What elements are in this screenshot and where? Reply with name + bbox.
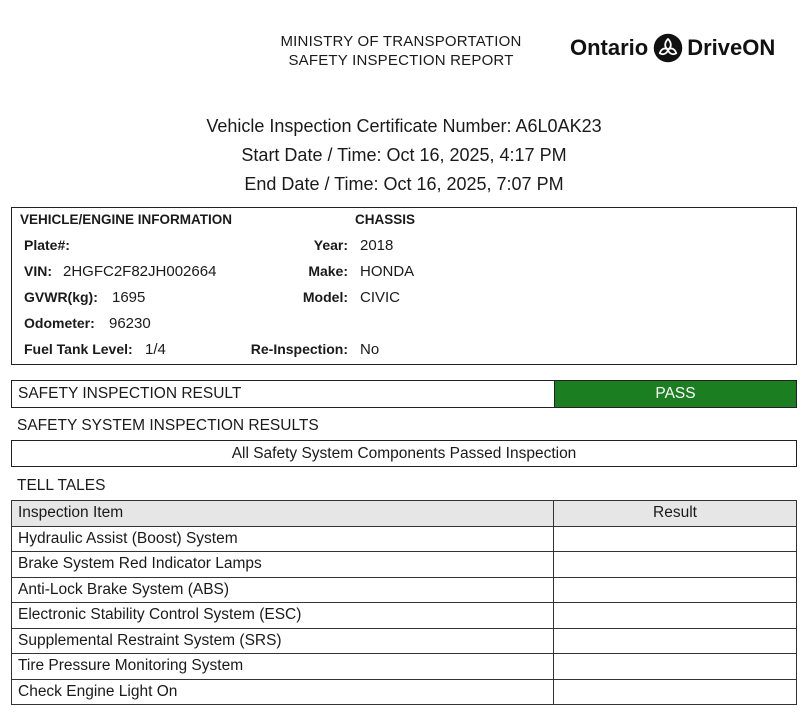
model-value: CIVIC [360, 289, 401, 306]
row-item: Check Engine Light On [12, 679, 554, 705]
table-row [12, 603, 797, 629]
report-header [230, 32, 572, 70]
gvwr-value: 1695 [112, 289, 146, 306]
tell-tales-title: TELL TALES [17, 477, 106, 494]
chassis-section-title: CHASSIS [355, 212, 416, 227]
vehicle-info-box [11, 207, 797, 365]
year-value: 2018 [360, 237, 394, 254]
end-datetime: End Date / Time: Oct 16, 2025, 7:07 PM [244, 174, 564, 194]
make-value: HONDA [360, 263, 415, 280]
row-result [554, 577, 797, 603]
odometer-value: 96230 [109, 315, 151, 332]
row-result [554, 526, 797, 552]
plate-label: Plate#: [24, 237, 70, 253]
table-row [12, 526, 797, 552]
vehicle-section-title: VEHICLE/ENGINE INFORMATION [20, 212, 233, 227]
row-item: Tire Pressure Monitoring System [12, 654, 554, 680]
fuel-level-value: 1/4 [145, 341, 166, 358]
logo-driveon-text: DriveON [687, 35, 776, 60]
certificate-info [0, 112, 808, 199]
table-row [12, 654, 797, 680]
row-result [554, 552, 797, 578]
column-header-item: Inspection Item [12, 501, 554, 527]
ministry-name: MINISTRY OF TRANSPORTATION [280, 33, 522, 50]
odometer-label: Odometer: [24, 315, 95, 331]
vin-value: 2HGFC2F82JH002664 [63, 263, 217, 280]
row-item: Hydraulic Assist (Boost) System [12, 526, 554, 552]
ontario-driveon-logo [570, 31, 775, 65]
table-row [12, 552, 797, 578]
row-item: Anti-Lock Brake System (ABS) [12, 577, 554, 603]
safety-system-summary: All Safety System Components Passed Inspection [11, 440, 797, 467]
table-header-row [12, 501, 797, 527]
table-row [12, 679, 797, 705]
row-result [554, 654, 797, 680]
make-label: Make: [308, 263, 348, 279]
logo-ontario-text: Ontario [570, 35, 649, 60]
year-label: Year: [313, 237, 348, 253]
safety-result-badge: PASS [554, 381, 796, 407]
table-row [12, 628, 797, 654]
row-result [554, 603, 797, 629]
row-item: Electronic Stability Control System (ESC) [12, 603, 554, 629]
certificate-number: Vehicle Inspection Certificate Number: A6L0AK23 [206, 116, 602, 136]
report-type: SAFETY INSPECTION REPORT [288, 52, 514, 69]
row-result [554, 679, 797, 705]
trillium-icon [653, 33, 683, 63]
row-item: Supplemental Restraint System (SRS) [12, 628, 554, 654]
fuel-level-label: Fuel Tank Level: [24, 341, 133, 357]
gvwr-label: GVWR(kg): [24, 289, 98, 305]
row-result [554, 628, 797, 654]
safety-result-box [11, 380, 797, 408]
start-datetime: Start Date / Time: Oct 16, 2025, 4:17 PM [241, 145, 567, 165]
vin-label: VIN: [24, 263, 52, 279]
column-header-result: Result [554, 501, 797, 527]
table-row [12, 577, 797, 603]
model-label: Model: [302, 289, 348, 305]
row-item: Brake System Red Indicator Lamps [12, 552, 554, 578]
reinspection-value: No [360, 341, 380, 358]
reinspection-label: Re-Inspection: [250, 341, 348, 357]
safety-result-label: SAFETY INSPECTION RESULT [18, 385, 242, 402]
tell-tales-table [11, 500, 797, 705]
safety-system-title: SAFETY SYSTEM INSPECTION RESULTS [17, 417, 319, 434]
